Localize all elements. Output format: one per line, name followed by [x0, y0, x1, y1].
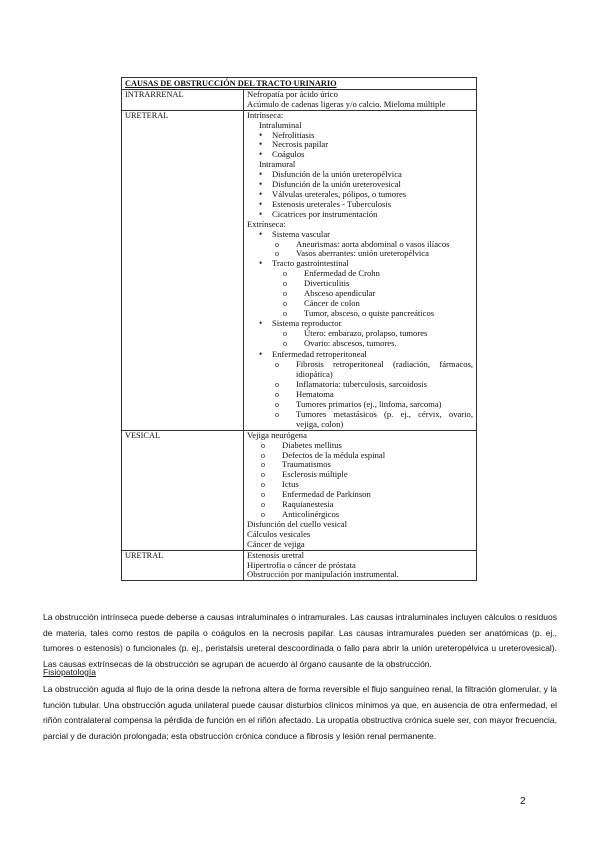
- list-item: • Sistema reproductor: [259, 317, 342, 328]
- vesical-causes: [244, 430, 477, 550]
- list-item: o Diverticulitis: [283, 278, 350, 289]
- list-item: • Válvulas ureterales, pólipos, o tumores: [259, 188, 407, 199]
- list-item: o Tumores metastásicos (p. ej., cérvix, ovario, vejiga, colon): [275, 408, 473, 429]
- bullet-icon: •: [259, 228, 263, 239]
- circle-bullet-icon: o: [283, 289, 287, 299]
- circle-bullet-icon: o: [275, 239, 279, 249]
- circle-bullet-icon: o: [275, 409, 279, 419]
- list-item: • Enfermedad retroperitoneal: [259, 349, 367, 360]
- list-item: • Disfunción de la unión ureterovesical: [259, 179, 401, 190]
- row-ureteral: [122, 110, 477, 430]
- circle-bullet-icon: o: [283, 298, 287, 308]
- circle-bullet-icon: o: [283, 279, 287, 289]
- list-item: o Tumores primarios (ej., linfoma, sarcoma): [275, 399, 442, 409]
- circle-bullet-icon: o: [261, 490, 265, 500]
- section-label: Extrínseca:: [247, 218, 286, 229]
- category-label: INTRARRENAL: [122, 89, 244, 110]
- ureteral-causes: [244, 110, 477, 430]
- list-item: o Enfermedad de Parkinson: [261, 489, 371, 500]
- cause-line: Acúmulo de cadenas ligeras y/o calcio. Mieloma múltiple: [247, 98, 446, 109]
- bullet-icon: •: [259, 188, 263, 199]
- list-item: • Necrosis papilar: [259, 139, 329, 150]
- section-label: Intrínseca:: [247, 109, 284, 120]
- cause-line: Cálculos vesicales: [247, 528, 311, 539]
- list-item: o Raquianestesia: [261, 499, 334, 510]
- circle-bullet-icon: o: [275, 400, 279, 409]
- bullet-icon: •: [259, 179, 263, 190]
- bullet-icon: •: [259, 149, 263, 160]
- cause-line: Estenosis uretral: [247, 549, 305, 560]
- list-item: o Ovario: abscesos, tumores.: [283, 337, 397, 348]
- list-item: o Defectos de la médula espinal: [261, 449, 386, 460]
- bullet-icon: •: [259, 317, 263, 328]
- cause-line: Hipertrofia o cáncer de próstata: [247, 559, 356, 570]
- intrarrenal-causes: [244, 89, 477, 110]
- paragraph-intrinsic-obstruction: La obstrucción intrínseca puede deberse a causas intraluminales o intramurales. Las causas intraluminales incluyen cálculos o residuos de materia, tales como restos de papila o coágulos en la necrosis papilar. Las causas intramurales pueden ser anatómicas (p. ej., tumores o estenosis) o funcionales (p. ej., peristalsis ureteral descoordinada o fallo para abrir la unión ureteropélvica u ureterovesical). Las causas extrínsecas de la obstrucción se agrupan de acuerdo al órgano causante de la obstrucción.: [43, 612, 557, 670]
- circle-bullet-icon: o: [261, 509, 265, 519]
- circle-bullet-icon: o: [261, 500, 265, 510]
- subsection-label: Intraluminal: [259, 119, 302, 130]
- circle-bullet-icon: o: [275, 360, 279, 370]
- bullet-icon: •: [259, 208, 263, 219]
- circle-bullet-icon: o: [283, 269, 287, 279]
- bullet-icon: •: [259, 169, 263, 180]
- list-item: • Disfunción de la unión ureteropélvica: [259, 169, 402, 180]
- bullet-icon: •: [259, 258, 263, 269]
- circle-bullet-icon: o: [275, 390, 279, 400]
- list-item: • Tracto gastrointestinal: [259, 258, 349, 269]
- list-item: • Estenosis ureterales - Tuberculosis: [259, 198, 392, 209]
- bullet-icon: •: [259, 349, 263, 360]
- uretral-causes: [244, 550, 477, 581]
- list-item: • Coágulos: [259, 149, 305, 160]
- bullet-icon: •: [259, 129, 263, 140]
- cause-line: Cáncer de vejiga: [247, 538, 305, 549]
- circle-bullet-icon: o: [261, 460, 265, 470]
- row-vesical: [122, 430, 477, 550]
- list-item: o Absceso apendicular: [283, 288, 376, 299]
- paragraph-pathophysiology: La obstrucción aguda al flujo de la orina desde la nefrona altera de forma reversible el flujo sanguíneo renal, la filtración glomerular, y la función tubular. Una obstrucción aguda unilateral puede causar disturbios clínicos mínimos ya que, en ausencia de otra enfermedad, el riñón contralateral compensa la pérdida de función en el riñón afectado. La uropatía obstructiva crónica suele ser, con mayor frecuencia, parcial y de duración prolongada; esta obstrucción crónica conduce a fibrosis y lesión renal permanente.: [43, 684, 557, 742]
- list-item: o Tumor, absceso, o quiste pancreáticos: [283, 307, 435, 318]
- list-item: o Vasos aberrantes: unión ureteropélvica: [275, 248, 429, 259]
- list-item: o Diabetes mellitus: [261, 439, 342, 450]
- row-intrarrenal: [122, 89, 477, 110]
- table-title: CAUSAS DE OBSTRUCCIÓN DEL TRACTO URINARIO: [122, 78, 477, 90]
- bullet-icon: •: [259, 139, 263, 150]
- circle-bullet-icon: o: [261, 470, 265, 480]
- list-item: o Enfermedad de Crohn: [283, 268, 380, 279]
- list-item: o Traumatismos: [261, 459, 331, 470]
- subsection-label: Intramural: [259, 159, 296, 170]
- category-label: URETRAL: [122, 550, 244, 581]
- list-item: o Hematoma: [275, 389, 334, 400]
- obstruction-causes-table: [121, 77, 477, 581]
- section-heading: Fisiopatología: [43, 667, 96, 677]
- circle-bullet-icon: o: [283, 338, 287, 348]
- bullet-icon: •: [259, 198, 263, 209]
- circle-bullet-icon: o: [261, 480, 265, 490]
- list-item: o Esclerosis múltiple: [261, 469, 348, 480]
- cause-line: Obstrucción por manipulación instrumental.: [247, 569, 399, 580]
- list-item: o Inflamatoria: tuberculosis, sarcoidosis: [275, 379, 428, 390]
- list-item: • Cicatrices por instrumentación: [259, 208, 378, 219]
- list-item: o Fibrosis retroperitoneal (radiación, fármacos, idiopática): [275, 359, 473, 380]
- list-item: o Cáncer de colon: [283, 297, 360, 308]
- circle-bullet-icon: o: [275, 249, 279, 259]
- list-item: o Aneurismas: aorta abdominal o vasos ilíacos: [275, 238, 450, 249]
- list-item: o Ictus: [261, 479, 299, 490]
- cause-line: Disfunción del cuello vesical: [247, 518, 347, 529]
- circle-bullet-icon: o: [261, 450, 265, 460]
- cause-line: Nefropatía por ácido úrico: [247, 88, 338, 99]
- category-label: URETERAL: [122, 110, 244, 430]
- list-item: o Útero: embarazo, prolapso, tumores: [283, 327, 428, 338]
- section-label: Vejiga neurógena: [247, 429, 307, 440]
- circle-bullet-icon: o: [283, 308, 287, 318]
- circle-bullet-icon: o: [283, 328, 287, 338]
- page-number: 2: [520, 796, 526, 807]
- list-item: o Anticolinérgicos: [261, 508, 340, 519]
- circle-bullet-icon: o: [261, 440, 265, 450]
- category-label: VESICAL: [122, 430, 244, 550]
- list-item: • Sistema vascular: [259, 228, 330, 239]
- circle-bullet-icon: o: [275, 380, 279, 390]
- row-uretral: [122, 550, 477, 581]
- list-item: • Nefrolitiasis: [259, 129, 315, 140]
